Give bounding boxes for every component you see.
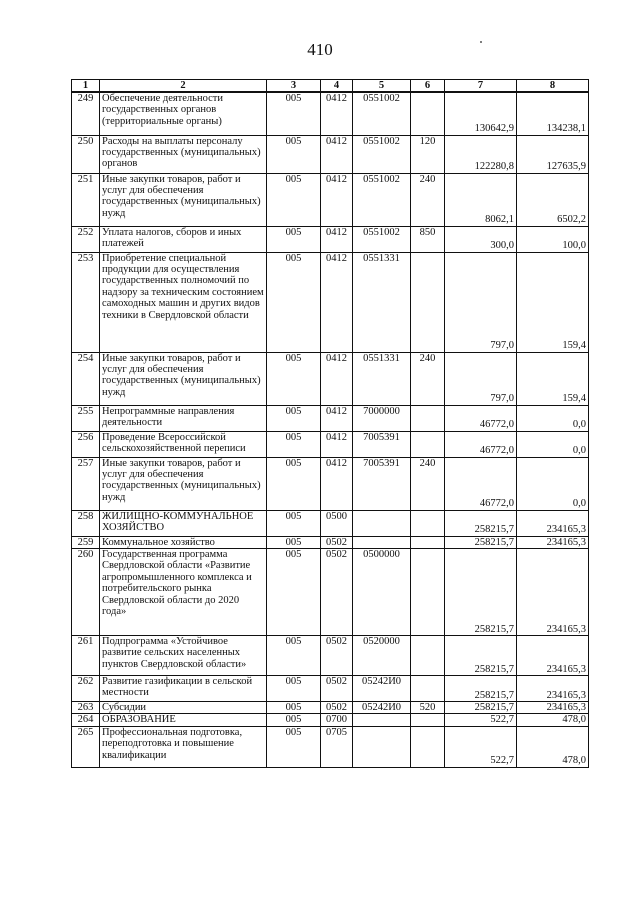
row-section-code: 0502 (321, 675, 353, 701)
row-section-code: 0412 (321, 135, 353, 173)
row-admin-code: 005 (267, 431, 321, 457)
row-name: Подпрограмма «Устойчивое развитие сельских населенных пунктов Свердловской области» (100, 635, 267, 675)
row-expense-type (411, 92, 445, 135)
row-number: 255 (72, 405, 100, 431)
row-section-code: 0502 (321, 548, 353, 635)
row-amount-col7: 46772,0 (445, 405, 517, 431)
row-target-code: 0551331 (353, 252, 411, 352)
row-target-code (353, 726, 411, 767)
row-expense-type (411, 635, 445, 675)
row-amount-col8: 234165,3 (517, 548, 589, 635)
row-number: 262 (72, 675, 100, 701)
table-row (72, 635, 589, 675)
row-amount-col8: 100,0 (517, 226, 589, 252)
row-number: 249 (72, 92, 100, 135)
row-expense-type: 120 (411, 135, 445, 173)
row-expense-type: 240 (411, 457, 445, 510)
row-section-code: 0412 (321, 92, 353, 135)
row-target-code (353, 536, 411, 548)
row-expense-type (411, 405, 445, 431)
row-admin-code: 005 (267, 675, 321, 701)
row-target-code (353, 714, 411, 726)
row-admin-code: 005 (267, 252, 321, 352)
column-header-5: 5 (353, 80, 411, 93)
row-expense-type (411, 431, 445, 457)
row-amount-col7: 258215,7 (445, 675, 517, 701)
table-row (72, 548, 589, 635)
row-number: 251 (72, 173, 100, 226)
budget-table (71, 79, 589, 768)
row-target-code: 7000000 (353, 405, 411, 431)
row-amount-col7: 46772,0 (445, 457, 517, 510)
row-name: ЖИЛИЩНО-КОММУНАЛЬНОЕ ХОЗЯЙСТВО (100, 510, 267, 536)
table-row (72, 92, 589, 135)
row-target-code: 7005391 (353, 457, 411, 510)
table-row (72, 226, 589, 252)
table-row (72, 457, 589, 510)
row-name: Иные закупки товаров, работ и услуг для обеспечения государственных (муниципальных) нужд (100, 457, 267, 510)
row-amount-col7: 258215,7 (445, 510, 517, 536)
row-admin-code: 005 (267, 457, 321, 510)
row-amount-col8: 6502,2 (517, 173, 589, 226)
row-section-code: 0500 (321, 510, 353, 536)
row-amount-col7: 522,7 (445, 714, 517, 726)
row-amount-col8: 0,0 (517, 457, 589, 510)
row-name: Иные закупки товаров, работ и услуг для обеспечения государственных (муниципальных) нужд (100, 173, 267, 226)
row-target-code (353, 510, 411, 536)
row-target-code: 05242И0 (353, 675, 411, 701)
row-name: Расходы на выплаты персоналу государственных (муниципальных) органов (100, 135, 267, 173)
table-body (72, 92, 589, 767)
row-amount-col8: 0,0 (517, 405, 589, 431)
row-name: ОБРАЗОВАНИЕ (100, 714, 267, 726)
row-admin-code: 005 (267, 548, 321, 635)
row-section-code: 0502 (321, 635, 353, 675)
row-amount-col8: 234165,3 (517, 510, 589, 536)
column-header-8: 8 (517, 80, 589, 93)
column-header-7: 7 (445, 80, 517, 93)
table-row (72, 701, 589, 713)
row-expense-type: 850 (411, 226, 445, 252)
column-header-6: 6 (411, 80, 445, 93)
row-name: Профессиональная подготовка, переподготовка и повышение квалификации (100, 726, 267, 767)
scan-artifact (480, 41, 482, 43)
row-number: 258 (72, 510, 100, 536)
row-expense-type: 520 (411, 701, 445, 713)
row-name: Развитие газификации в сельской местности (100, 675, 267, 701)
row-section-code: 0412 (321, 352, 353, 405)
row-target-code: 0551002 (353, 226, 411, 252)
row-amount-col8: 234165,3 (517, 675, 589, 701)
row-admin-code: 005 (267, 405, 321, 431)
row-number: 260 (72, 548, 100, 635)
row-amount-col7: 8062,1 (445, 173, 517, 226)
row-number: 265 (72, 726, 100, 767)
row-expense-type (411, 548, 445, 635)
row-amount-col7: 797,0 (445, 252, 517, 352)
row-section-code: 0412 (321, 226, 353, 252)
row-section-code: 0705 (321, 726, 353, 767)
row-amount-col7: 300,0 (445, 226, 517, 252)
row-number: 253 (72, 252, 100, 352)
row-expense-type (411, 510, 445, 536)
row-amount-col7: 258215,7 (445, 548, 517, 635)
table-row (72, 726, 589, 767)
row-section-code: 0412 (321, 405, 353, 431)
row-expense-type (411, 675, 445, 701)
row-name: Государственная программа Свердловской области «Развитие агропромышленного комплекса и потребительского рынка Свердловской области до 2020 года» (100, 548, 267, 635)
row-number: 256 (72, 431, 100, 457)
row-admin-code: 005 (267, 352, 321, 405)
row-amount-col7: 258215,7 (445, 536, 517, 548)
row-amount-col8: 478,0 (517, 726, 589, 767)
row-admin-code: 005 (267, 714, 321, 726)
row-number: 261 (72, 635, 100, 675)
row-target-code: 0551331 (353, 352, 411, 405)
row-name: Субсидии (100, 701, 267, 713)
row-amount-col8: 127635,9 (517, 135, 589, 173)
row-number: 252 (72, 226, 100, 252)
table-header-row (72, 80, 589, 93)
column-header-3: 3 (267, 80, 321, 93)
row-admin-code: 005 (267, 173, 321, 226)
row-amount-col7: 258215,7 (445, 635, 517, 675)
column-header-1: 1 (72, 80, 100, 93)
table-row (72, 352, 589, 405)
row-amount-col8: 159,4 (517, 352, 589, 405)
table-row (72, 431, 589, 457)
row-target-code: 7005391 (353, 431, 411, 457)
row-section-code: 0412 (321, 173, 353, 226)
row-number: 250 (72, 135, 100, 173)
row-amount-col7: 797,0 (445, 352, 517, 405)
row-admin-code: 005 (267, 92, 321, 135)
row-section-code: 0412 (321, 457, 353, 510)
row-number: 257 (72, 457, 100, 510)
row-section-code: 0412 (321, 431, 353, 457)
column-header-4: 4 (321, 80, 353, 93)
row-amount-col7: 46772,0 (445, 431, 517, 457)
row-expense-type (411, 726, 445, 767)
row-name: Обеспечение деятельности государственных органов (территориальные органы) (100, 92, 267, 135)
row-target-code: 0500000 (353, 548, 411, 635)
table-row (72, 510, 589, 536)
row-target-code: 0551002 (353, 92, 411, 135)
row-name: Уплата налогов, сборов и иных платежей (100, 226, 267, 252)
row-name: Непрограммные направления деятельности (100, 405, 267, 431)
row-amount-col8: 234165,3 (517, 701, 589, 713)
table-row (72, 135, 589, 173)
row-name: Проведение Всероссийской сельскохозяйственной переписи (100, 431, 267, 457)
row-amount-col7: 258215,7 (445, 701, 517, 713)
table-row (72, 675, 589, 701)
row-number: 264 (72, 714, 100, 726)
row-target-code: 05242И0 (353, 701, 411, 713)
row-amount-col8: 234165,3 (517, 635, 589, 675)
row-amount-col8: 134238,1 (517, 92, 589, 135)
row-expense-type (411, 252, 445, 352)
row-amount-col8: 159,4 (517, 252, 589, 352)
row-amount-col8: 234165,3 (517, 536, 589, 548)
row-target-code: 0551002 (353, 135, 411, 173)
page-number: 410 (307, 40, 333, 59)
row-section-code: 0502 (321, 701, 353, 713)
row-section-code: 0412 (321, 252, 353, 352)
row-amount-col7: 130642,9 (445, 92, 517, 135)
row-expense-type: 240 (411, 173, 445, 226)
table-row (72, 173, 589, 226)
row-amount-col8: 0,0 (517, 431, 589, 457)
row-admin-code: 005 (267, 536, 321, 548)
table-row (72, 714, 589, 726)
row-target-code: 0551002 (353, 173, 411, 226)
row-number: 263 (72, 701, 100, 713)
row-admin-code: 005 (267, 226, 321, 252)
row-name: Иные закупки товаров, работ и услуг для обеспечения государственных (муниципальных) нужд (100, 352, 267, 405)
row-section-code: 0502 (321, 536, 353, 548)
row-expense-type (411, 536, 445, 548)
row-expense-type: 240 (411, 352, 445, 405)
row-amount-col7: 522,7 (445, 726, 517, 767)
row-number: 254 (72, 352, 100, 405)
row-admin-code: 005 (267, 510, 321, 536)
column-header-2: 2 (100, 80, 267, 93)
row-amount-col8: 478,0 (517, 714, 589, 726)
row-name: Приобретение специальной продукции для осуществления государственных полномочий по надзору за техническим состоянием самоходных машин и других видов техники в Свердловской области (100, 252, 267, 352)
table-row (72, 536, 589, 548)
row-target-code: 0520000 (353, 635, 411, 675)
table-row (72, 405, 589, 431)
row-number: 259 (72, 536, 100, 548)
row-admin-code: 005 (267, 635, 321, 675)
table-row (72, 252, 589, 352)
row-section-code: 0700 (321, 714, 353, 726)
row-admin-code: 005 (267, 135, 321, 173)
row-name: Коммунальное хозяйство (100, 536, 267, 548)
row-amount-col7: 122280,8 (445, 135, 517, 173)
row-admin-code: 005 (267, 701, 321, 713)
row-expense-type (411, 714, 445, 726)
row-admin-code: 005 (267, 726, 321, 767)
